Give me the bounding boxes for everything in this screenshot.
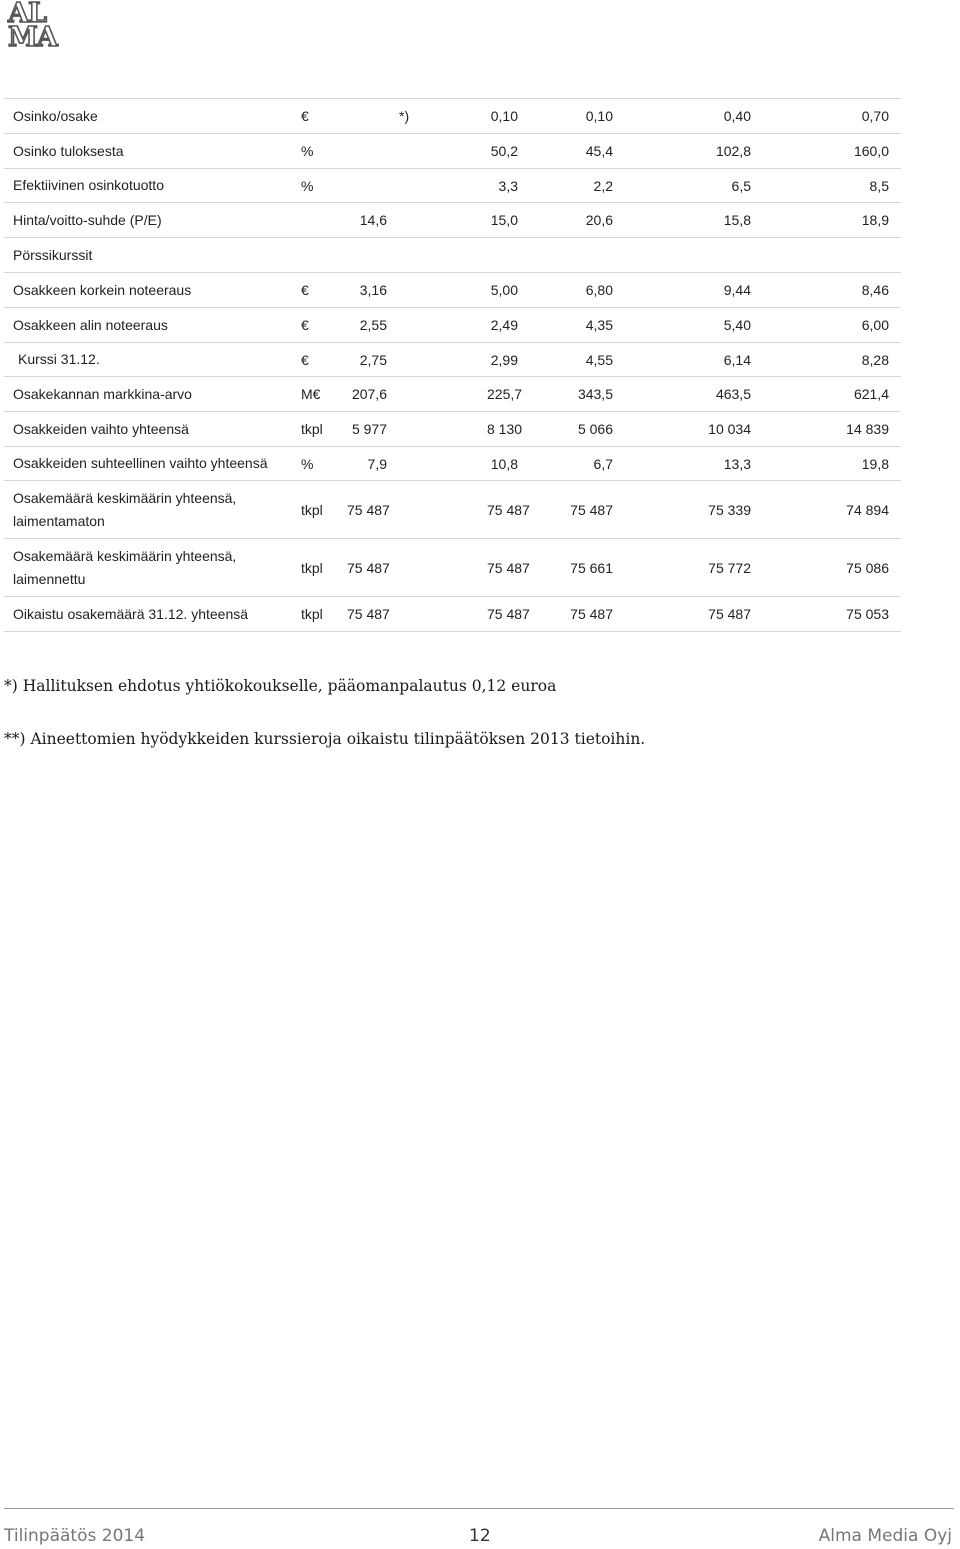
row-unit: %	[299, 134, 347, 169]
row-unit: %	[299, 447, 347, 481]
value-cell: 2,99	[487, 343, 530, 377]
value-cell: 5,00	[487, 273, 530, 308]
row-note	[399, 412, 487, 447]
value-cell: 45,4	[530, 134, 625, 169]
value-cell: 20,6	[530, 203, 625, 238]
table-row	[4, 539, 960, 597]
value-cell: 50,2	[487, 134, 530, 169]
value-cell: 2,55	[347, 308, 399, 343]
footnote-dividend: *) Hallituksen ehdotus yhtiökokoukselle, pääomanpalautus 0,12 euroa	[4, 677, 557, 695]
table-row	[4, 447, 960, 481]
row-unit	[299, 238, 347, 273]
row-label: Osakekannan markkina-arvo	[4, 377, 299, 412]
table-row	[4, 134, 960, 169]
row-unit: €	[299, 343, 347, 377]
row-note: *)	[399, 99, 487, 134]
value-cell: 0,40	[625, 99, 763, 134]
row-unit: M€	[299, 377, 347, 412]
table-row	[4, 238, 960, 273]
value-cell: 207,6	[347, 377, 399, 412]
value-cell: 19,8	[763, 447, 901, 481]
value-cell: 14 839	[763, 412, 901, 447]
row-label: Pörssikurssit	[4, 238, 299, 273]
row-unit	[299, 203, 347, 238]
value-cell: 6,7	[530, 447, 625, 481]
table-row	[4, 273, 960, 308]
per-share-key-figures-table	[4, 98, 960, 632]
row-unit: €	[299, 308, 347, 343]
table-row	[4, 99, 960, 134]
value-cell: 463,5	[625, 377, 763, 412]
logo-line-2: MA	[8, 22, 57, 53]
row-label: Osakemäärä keskimäärin yhteensä, laimentamaton	[4, 481, 299, 539]
value-cell: 14,6	[347, 203, 399, 238]
table-row	[4, 412, 960, 447]
value-cell: 5,40	[625, 308, 763, 343]
row-unit: €	[299, 273, 347, 308]
value-cell: 9,44	[625, 273, 763, 308]
value-cell: 4,35	[530, 308, 625, 343]
row-label: Osakkeen alin noteeraus	[4, 308, 299, 343]
row-label: Oikaistu osakemäärä 31.12. yhteensä	[4, 597, 299, 632]
row-label: Kurssi 31.12.	[4, 343, 299, 377]
value-cell: 8,28	[763, 343, 901, 377]
value-cell: 225,7	[487, 377, 530, 412]
row-note	[399, 169, 487, 203]
value-cell: 75 487	[487, 597, 530, 632]
value-cell: 15,0	[487, 203, 530, 238]
value-cell: 8 130	[487, 412, 530, 447]
value-cell: 0,10	[487, 99, 530, 134]
row-label: Efektiivinen osinkotuotto	[4, 169, 299, 203]
value-cell: 75 487	[530, 481, 625, 539]
value-cell: 0,10	[530, 99, 625, 134]
value-cell: 75 772	[625, 539, 763, 597]
row-unit: %	[299, 169, 347, 203]
row-label: Osakkeen korkein noteeraus	[4, 273, 299, 308]
value-cell: 74 894	[763, 481, 901, 539]
value-cell: 6,14	[625, 343, 763, 377]
value-cell: 160,0	[763, 134, 901, 169]
table-row	[4, 481, 960, 539]
footer-company-name: Alma Media Oyj	[818, 1526, 952, 1546]
value-cell: 102,8	[625, 134, 763, 169]
value-cell: 18,9	[763, 203, 901, 238]
value-cell: 2,2	[530, 169, 625, 203]
row-label: Hinta/voitto-suhde (P/E)	[4, 203, 299, 238]
value-cell	[487, 238, 530, 273]
value-cell	[347, 169, 399, 203]
table-row	[4, 203, 960, 238]
table-row	[4, 308, 960, 343]
value-cell: 75 053	[763, 597, 901, 632]
value-cell	[530, 238, 625, 273]
value-cell: 8,5	[763, 169, 901, 203]
row-note	[399, 447, 487, 481]
value-cell: 3,3	[487, 169, 530, 203]
value-cell: 621,4	[763, 377, 901, 412]
value-cell	[763, 238, 901, 273]
alma-logo	[8, 0, 68, 53]
value-cell: 6,00	[763, 308, 901, 343]
row-label: Osakemäärä keskimäärin yhteensä, laimennettu	[4, 539, 299, 597]
value-cell: 8,46	[763, 273, 901, 308]
row-note	[399, 343, 487, 377]
value-cell: 10 034	[625, 412, 763, 447]
value-cell: 75 487	[530, 597, 625, 632]
footer-report-title: Tilinpäätös 2014	[4, 1526, 146, 1546]
footer-divider	[4, 1508, 954, 1509]
value-cell: 2,75	[347, 343, 399, 377]
row-note	[399, 481, 487, 539]
table-row	[4, 597, 960, 632]
value-cell: 75 487	[347, 481, 399, 539]
value-cell: 6,80	[530, 273, 625, 308]
value-cell: 75 487	[347, 597, 399, 632]
value-cell	[625, 238, 763, 273]
table-row	[4, 169, 960, 203]
value-cell: 7,9	[347, 447, 399, 481]
row-label: Osakkeiden vaihto yhteensä	[4, 412, 299, 447]
value-cell: 6,5	[625, 169, 763, 203]
row-unit: tkpl	[299, 597, 347, 632]
table-row	[4, 343, 960, 377]
value-cell: 75 487	[347, 539, 399, 597]
value-cell: 0,70	[763, 99, 901, 134]
value-cell: 4,55	[530, 343, 625, 377]
value-cell: 75 487	[487, 481, 530, 539]
row-unit: tkpl	[299, 539, 347, 597]
value-cell	[347, 134, 399, 169]
value-cell: 13,3	[625, 447, 763, 481]
value-cell: 75 487	[487, 539, 530, 597]
row-unit: €	[299, 99, 347, 134]
row-note	[399, 273, 487, 308]
row-label: Osinko/osake	[4, 99, 299, 134]
value-cell	[347, 238, 399, 273]
value-cell: 75 086	[763, 539, 901, 597]
row-unit: tkpl	[299, 412, 347, 447]
page-number: 12	[469, 1526, 491, 1546]
row-note	[399, 308, 487, 343]
value-cell: 75 661	[530, 539, 625, 597]
row-label: Osakkeiden suhteellinen vaihto yhteensä	[4, 447, 299, 481]
row-note	[399, 134, 487, 169]
row-note	[399, 539, 487, 597]
row-label: Osinko tuloksesta	[4, 134, 299, 169]
value-cell: 5 066	[530, 412, 625, 447]
value-cell: 15,8	[625, 203, 763, 238]
value-cell: 5 977	[347, 412, 399, 447]
value-cell: 3,16	[347, 273, 399, 308]
value-cell	[347, 99, 399, 134]
row-note	[399, 377, 487, 412]
footnote-intangibles: **) Aineettomien hyödykkeiden kurssieroja oikaistu tilinpäätöksen 2013 tietoihin.	[4, 730, 646, 748]
value-cell: 75 487	[625, 597, 763, 632]
logo-line-1: AL	[8, 0, 46, 29]
row-note	[399, 597, 487, 632]
value-cell: 343,5	[530, 377, 625, 412]
table-row	[4, 377, 960, 412]
row-unit: tkpl	[299, 481, 347, 539]
row-note	[399, 203, 487, 238]
row-note	[399, 238, 487, 273]
value-cell: 2,49	[487, 308, 530, 343]
value-cell: 75 339	[625, 481, 763, 539]
value-cell: 10,8	[487, 447, 530, 481]
